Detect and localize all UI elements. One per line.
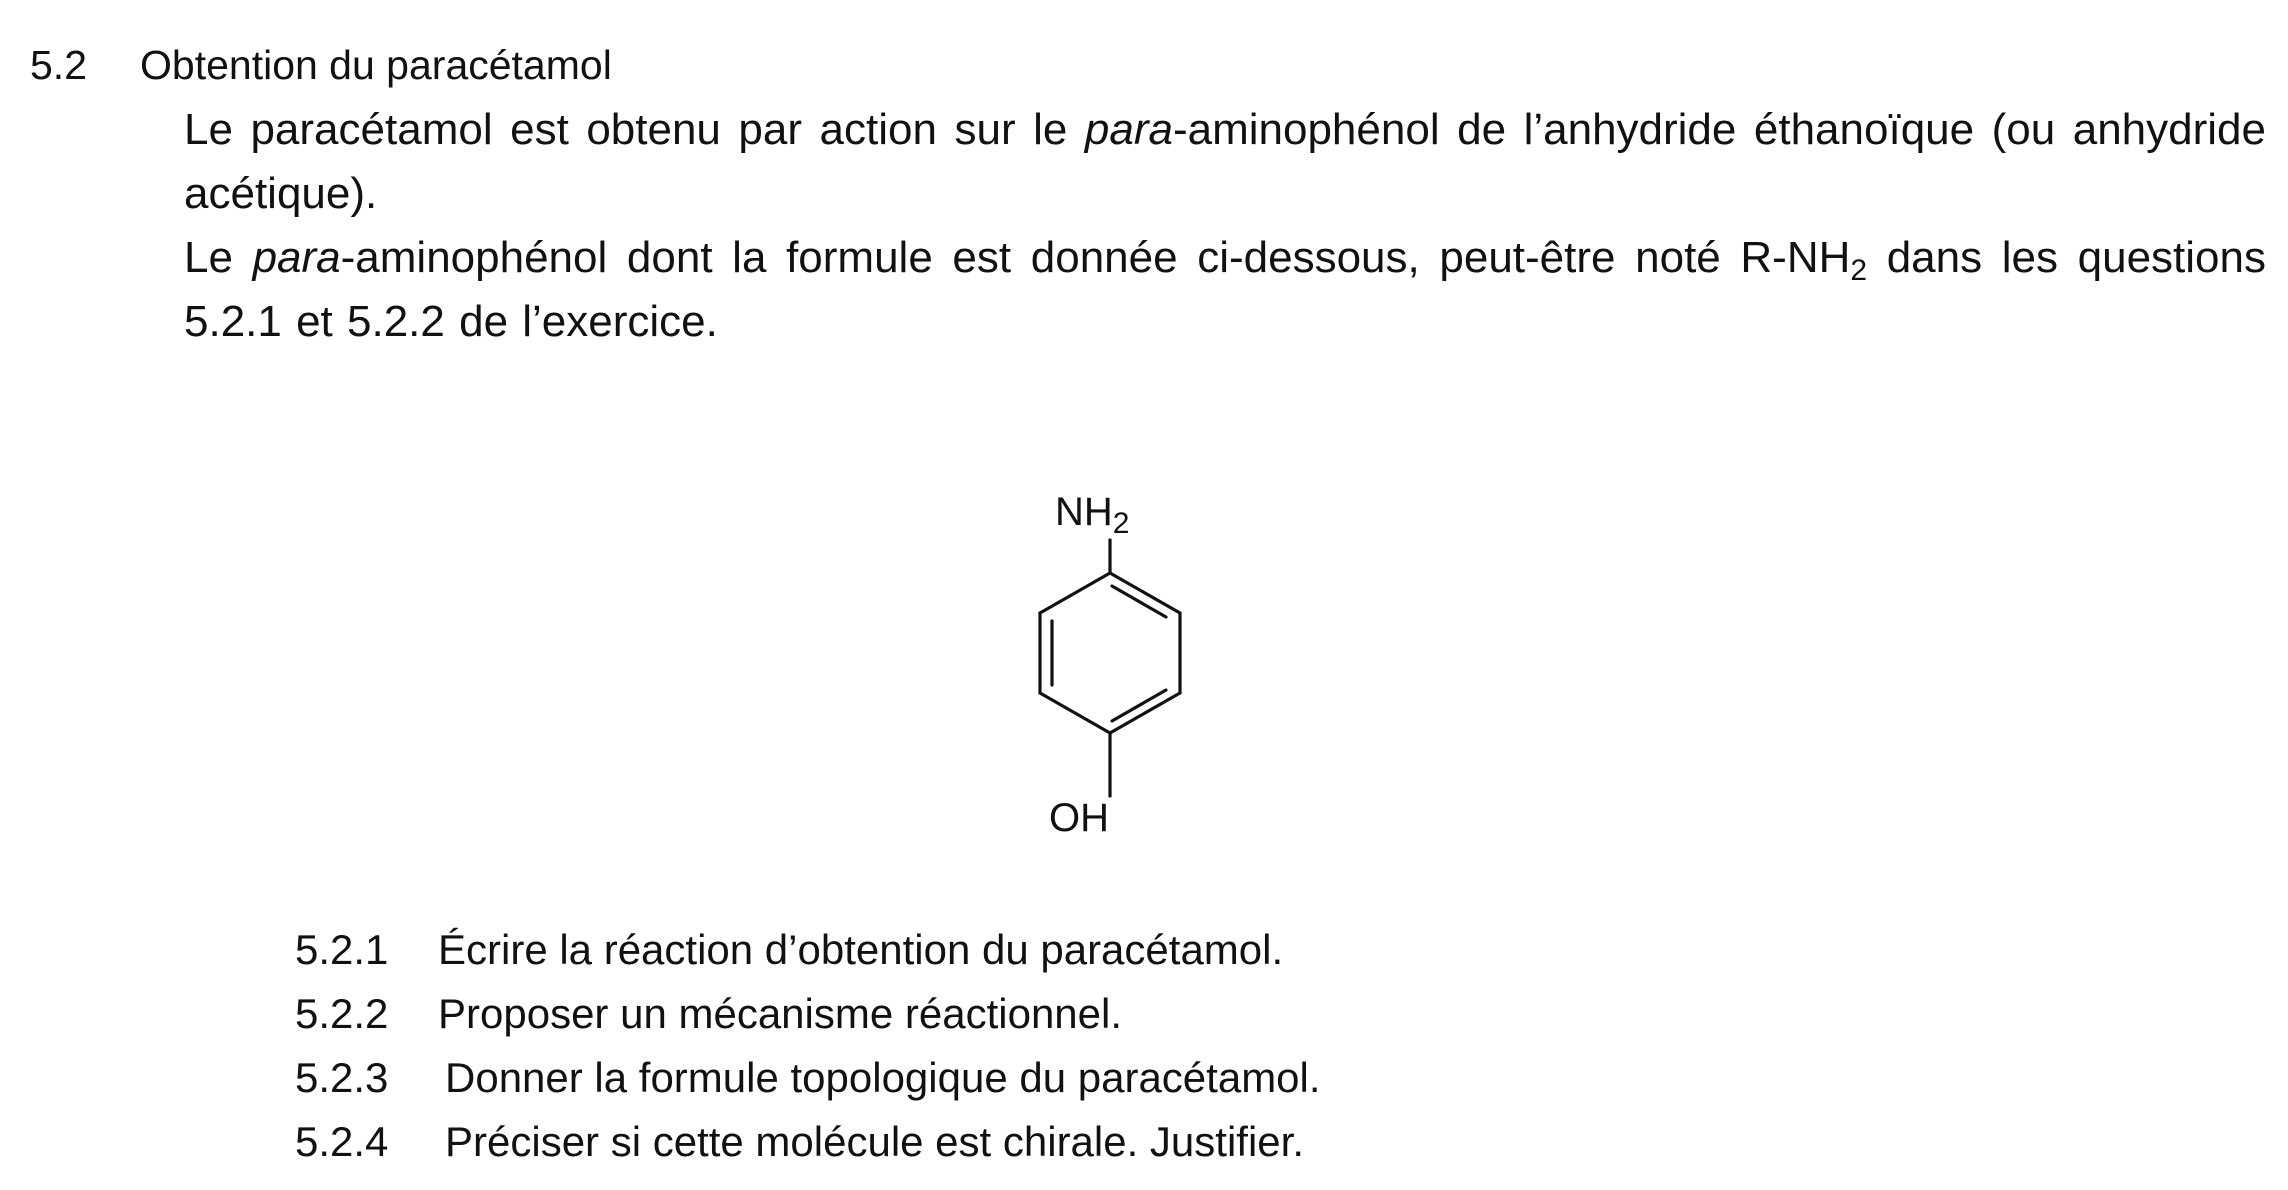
paragraph-intro-text-end: -aminophénol de l’anhydride éthanoïque (ou anhydride acétique). [184, 105, 2266, 218]
benzene-ring-drawing [1000, 480, 1220, 860]
paragraph-intro-italic: para [1084, 105, 1173, 154]
paragraph-notation-text-start: Le [184, 233, 253, 282]
ring-bond-1 [1040, 573, 1110, 613]
paragraph-intro [184, 98, 2266, 226]
question-text: Préciser si cette molécule est chirale. Justifier. [445, 1118, 1304, 1165]
paragraph-intro-text-start: Le paracétamol est obtenu par action sur le [184, 105, 1085, 154]
paragraph-notation-italic: para [252, 233, 341, 282]
para-aminophenol-structure [1000, 480, 1220, 860]
question-text: Proposer un mécanisme réactionnel. [438, 990, 1123, 1037]
ring-bond-5 [1040, 693, 1110, 733]
ring-bond-4 [1110, 693, 1180, 733]
paragraph-notation [184, 226, 2266, 354]
question-number: 5.2.2 [295, 990, 389, 1037]
amino-group-subscript: 2 [1112, 507, 1130, 540]
section-title: Obtention du paracétamol [140, 42, 612, 88]
question-number: 5.2.3 [295, 1054, 389, 1101]
paragraph-notation-subscript: 2 [1850, 254, 1868, 287]
section-number: 5.2 [30, 42, 87, 88]
question-number: 5.2.1 [295, 926, 389, 973]
question-text: Écrire la réaction d’obtention du paracétamol. [438, 926, 1284, 973]
question-text: Donner la formule topologique du paracétamol. [445, 1054, 1321, 1101]
amino-group-text: NH [1055, 490, 1113, 534]
ring-bond-2 [1110, 573, 1180, 613]
question-number: 5.2.4 [295, 1118, 389, 1165]
paragraph-notation-text-end: dans les questions 5.2.1 et 5.2.2 de l’exercice. [184, 233, 2266, 346]
amino-group-label [1055, 490, 1130, 540]
paragraph-notation-text-middle: -aminophénol dont la formule est donnée ci-dessous, peut-être noté R-NH [340, 233, 1851, 282]
hydroxyl-group-label: OH [1049, 796, 1109, 840]
